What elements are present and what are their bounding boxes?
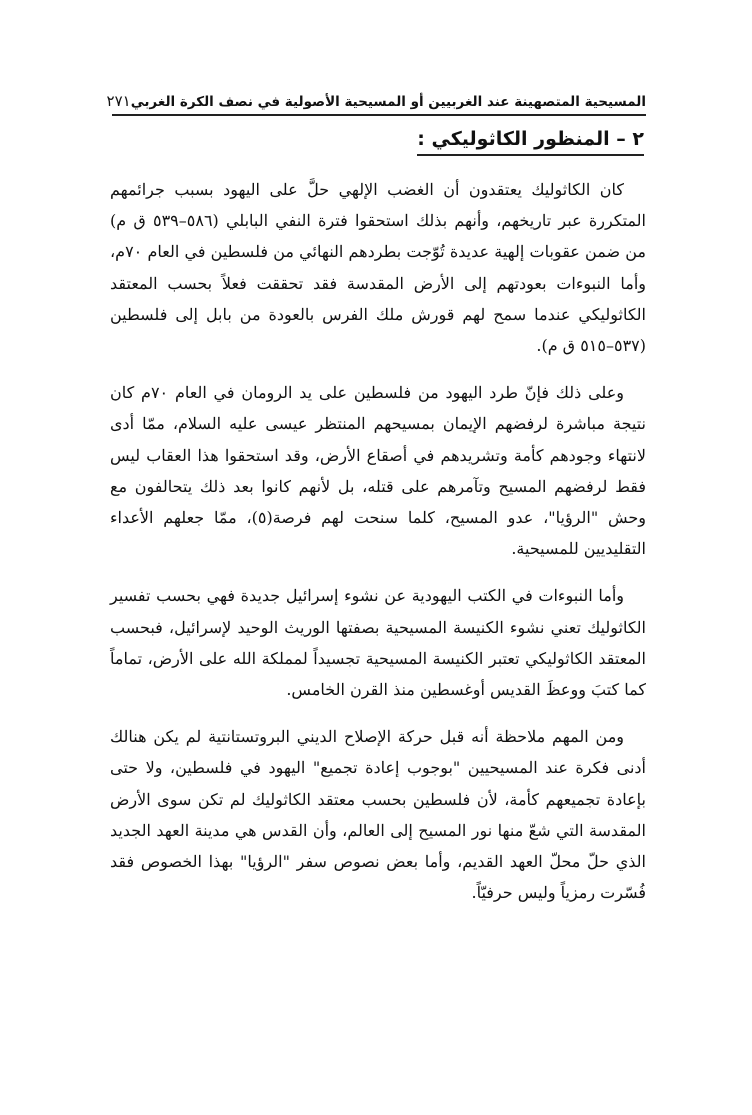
body-text — [110, 174, 646, 924]
running-header — [106, 86, 646, 116]
section-heading: ٢ – المنظور الكاثوليكي : — [417, 128, 644, 156]
paragraph-1: كان الكاثوليك يعتقدون أن الغضب الإلهي حلَّ على اليهود بسبب جرائمهم المتكررة عبر تاريخهم، وأنهم بذلك استحقوا فترة النفي البابلي (٥٨٦–٥٣٩ ق م) من ضمن عقوبات إلهية عديدة تُوّجت بطردهم النهائي من فلسطين في العام ٧٠م، وأما النبوءات بعودتهم إلى الأرض المقدسة فقد تحققت فعلاً بحسب المعتقد الكاثوليكي عندما سمح لهم قورش ملك الفرس بالعودة من بابل إلى فلسطين (٥٣٧–٥١٥ ق م). — [110, 180, 647, 356]
running-title: المسيحية المتصهينة عند الغربيين أو المسيحية الأصولية في نصف الكرة الغربي — [130, 94, 646, 110]
paragraph-2: وعلى ذلك فإنّ طرد اليهود من فلسطين على يد الرومان في العام ٧٠م كان نتيجة مباشرة لرفضهم الإيمان بمسيحهم المنتظر عيسى عليه السلام، ممّا أدى لانتهاء وجودهم كأمة وتشريدهم في أصقاع الأرض، وقد استحقوا هذا العقاب ليس فقط لرفضهم المسيح وتآمرهم على قتله، بل لأنهم كانوا بعد ذلك يتحالفون مع وحش "الرؤيا"، عدو المسيح، كلما سنحت لهم فرصة(٥)، ممّا جعلهم الأعداء التقليديين للمسيحية. — [110, 383, 646, 559]
paragraph-4: ومن المهم ملاحظة أنه قبل حركة الإصلاح الديني البروتستانتية لم يكن هنالك أدنى فكرة عند المسيحيين "بوجوب إعادة تجميع" اليهود في فلسطين، ولا حتى بإعادة تجميعهم كأمة، لأن فلسطين بحسب معتقد الكاثوليك لم تكن سوى الأرض المقدسة التي شعّ منها نور المسيح إلى العالم، وأن القدس هي مدينة العهد الجديد الذي حلّ محلّ العهد القديم، وأما بعض نصوص سفر "الرؤيا" بهذا الخصوص فقد فُسّرت رمزياً وليس حرفيّاً. — [110, 727, 646, 903]
page-number: ٢٧١ — [106, 92, 131, 110]
paragraph-3: وأما النبوءات في الكتب اليهودية عن نشوء إسرائيل جديدة فهي بحسب تفسير الكاثوليك تعني نشوء الكنيسة المسيحية بصفتها الوريث الوحيد لإسرائيل، فبحسب المعتقد الكاثوليكي تعتبر الكنيسة المسيحية تجسيداً لمملكة الله على الأرض، تماماً كما كتبَ ووعظَ القديس أوغسطين منذ القرن الخامس. — [110, 586, 646, 700]
